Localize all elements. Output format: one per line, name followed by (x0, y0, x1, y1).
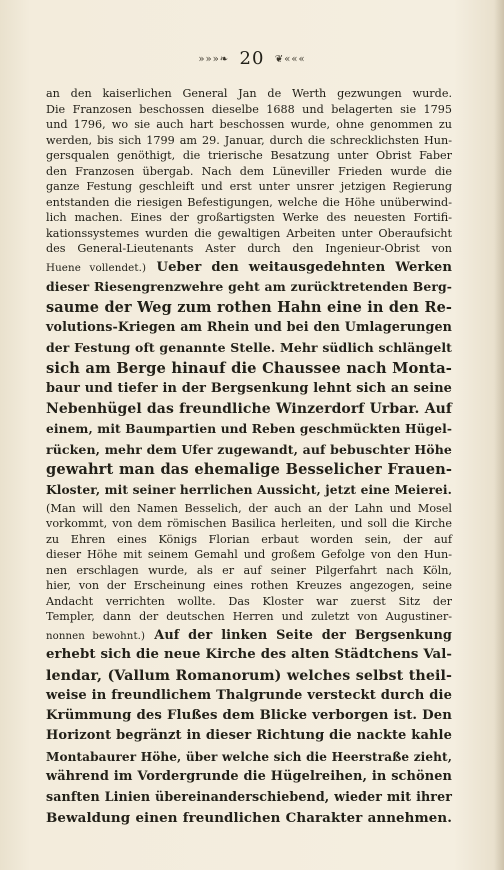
page-number: 20 (239, 48, 265, 69)
text-line: gewahrt man das ehemalige Besselicher Frauen- (46, 460, 452, 478)
text-line: Horizont begränzt in dieser Richtung die nackte kahle (46, 728, 452, 744)
text-line: volutions-Kriegen am Rhein und bei den Umlagerungen (46, 319, 452, 335)
text-line: nen erschlagen wurde, als er auf seiner Pilgerfahrt nach Köln, (46, 563, 452, 577)
text-line: dieser Riesengrenzwehre geht am zurücktretenden Berg- (46, 279, 452, 295)
text-line: entstanden die riesigen Befestigungen, welche die Höhe unüberwind- (46, 195, 452, 209)
text-line: und 1796, wo sie auch hart beschossen wurde, ohne genommen zu (46, 118, 452, 132)
text-line: der Festung oft genannte Stelle. Mehr südlich schlängelt (46, 340, 452, 356)
text-line: während im Vordergrunde die Hügelreihen, in schönen (46, 769, 452, 785)
text-line: des General-Lieutenants Aster durch den Ingenieur-Obrist von (46, 242, 452, 256)
text-line: erhebt sich die neue Kirche des alten Städtchens Val- (46, 647, 452, 663)
text-line: vorkommt, von dem römischen Basilica herleiten, und soll die Kirche (46, 517, 452, 531)
page-header (0, 48, 504, 69)
text-line: Templer, dann der deutschen Herren und zuletzt von Augustiner- (46, 610, 452, 624)
text-line: kationssystemes wurden die gewaltigen Arbeiten unter Oberaufsicht (46, 226, 452, 240)
text-line: Krümmung des Flußes dem Blicke verborgen ist. Den (46, 708, 452, 724)
text-line: Andacht verrichten wollte. Das Kloster war zuerst Sitz der (46, 594, 452, 608)
text-line: Die Franzosen beschossen dieselbe 1688 und belagerten sie 1795 (46, 102, 452, 116)
ornament-right: ❦««« (274, 54, 306, 65)
text-line: dieser Höhe mit seinem Gemahl und großem Gefolge von den Hun- (46, 548, 452, 562)
mixed-text-line (46, 625, 452, 645)
small-text-run: Huene vollendet.) (46, 262, 147, 275)
text-line: sanften Linien übereinanderschiebend, wieder mit ihrer (46, 789, 452, 805)
text-line: Bewaldung einen freundlichen Charakter annehmen. (46, 809, 452, 826)
large-text-run: Ueber den weitausgedehnten Werken (156, 260, 453, 276)
text-line: baur und tiefer in der Bergsenkung lehnt sich an seine (46, 380, 452, 396)
body-text (46, 86, 452, 828)
text-line: hier, von der Erscheinung eines rothen Kreuzes angezogen, seine (46, 579, 452, 593)
large-text-run: Auf der linken Seite der Bergsenkung (154, 627, 452, 643)
text-line: lendar, (Vallum Romanorum) welches selbst theil- (46, 667, 452, 684)
text-line: zu Ehren eines Königs Florian erbaut worden sein, der auf (46, 532, 452, 546)
text-line: (Man will den Namen Besselich, der auch an der Lahn und Mosel (46, 501, 452, 515)
text-line: gersqualen genöthigt, die trierische Besatzung unter Obrist Faber (46, 149, 452, 163)
small-text-run: nonnen bewohnt.) (46, 630, 146, 642)
text-line: Nebenhügel das freundliche Winzerdorf Urbar. Auf (46, 401, 452, 418)
text-line: saume der Weg zum rothen Hahn eine in den Re- (46, 298, 452, 316)
mixed-text-line (46, 257, 452, 277)
text-line: Kloster, mit seiner herrlichen Aussicht, jetzt eine Meierei. (46, 483, 452, 498)
text-line: einem, mit Baumpartien und Reben geschmückten Hügel- (46, 422, 452, 437)
text-line: rücken, mehr dem Ufer zugewandt, auf bebuschter Höhe (46, 441, 452, 457)
text-line: lich machen. Eines der großartigsten Werke des neuesten Fortifi- (46, 211, 452, 225)
ornament-left: »»»❧ (198, 54, 230, 65)
text-line: werden, bis sich 1799 am 29. Januar, durch die schrecklichsten Hun- (46, 133, 452, 147)
text-line: weise in freundlichem Thalgrunde versteckt durch die (46, 687, 452, 703)
text-line: ganze Festung geschleift und erst unter unsrer jetzigen Regierung (46, 180, 452, 194)
text-line: sich am Berge hinauf die Chaussee nach Monta- (46, 359, 452, 377)
text-line: an den kaiserlichen General Jan de Werth gezwungen wurde. (46, 87, 452, 100)
page-gutter-shadow (494, 0, 504, 870)
text-line: den Franzosen übergab. Nach dem Lüneviller Frieden wurde die (46, 164, 452, 178)
text-line: Montabaurer Höhe, über welche sich die Heerstraße zieht, (46, 749, 452, 764)
